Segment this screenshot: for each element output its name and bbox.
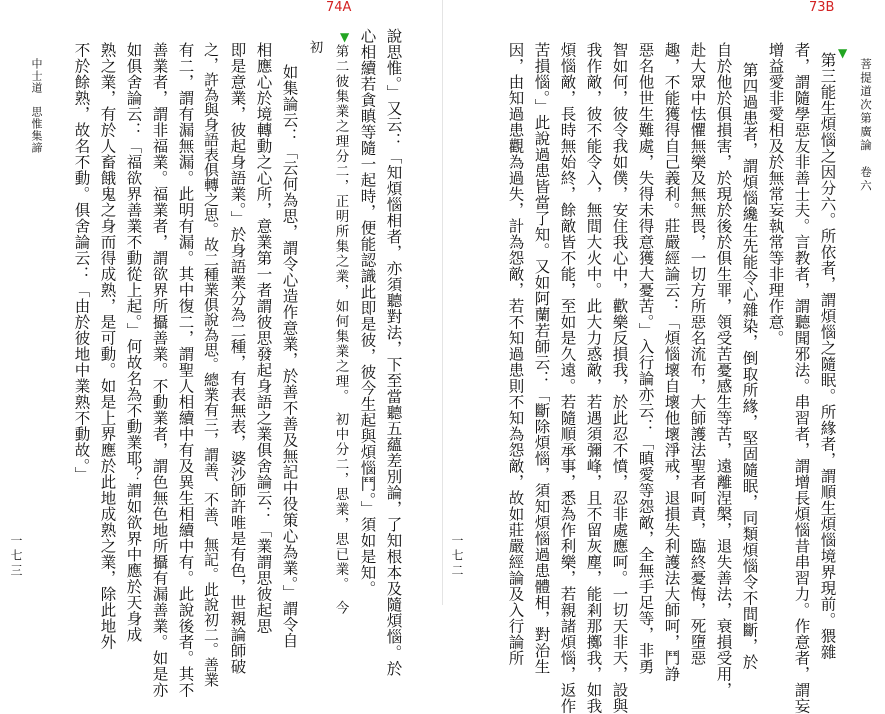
right-column-6: 赴大眾中怯懼無樂及無無畏，一切方所惡名流布，大師護法聖者呵責，臨終憂悔，死墮惡 [688,42,707,666]
left-column-6: 相應心於境轉動之心所，意業第一者謂彼思發起身語之業俱舍論云：「業謂思彼起思 [254,42,273,634]
page-label-right: 73B [809,0,835,15]
right-column-9: 智如何，彼令我如僕，安住我心中，歡樂反損我，於此忍不憤，忍非處應呵。一切天非天，設與 [610,42,629,714]
right-column-12: 苦損惱。」此說過患皆當了知。又如阿蘭若師云：「斷除煩惱，須知煩惱過患體相，對治生 [532,42,551,675]
right-column-13: 因，由知過患觀為過失，計為怨敵，若不知過患則不知為怨敵，故如莊嚴經論及入行論所 [506,42,525,666]
right-column-8: 惡名他世生難處，失得未得意獲大憂苦。」入行論亦云：「瞋愛等怨敵，全無手足等，非勇 [636,42,655,675]
right-page [443,0,885,714]
left-column-8: 之，許為與身語表俱轉之思。故二種業俱說為思。總業有三，謂善、不善、無記。此說初二。善業 [202,42,220,687]
page-number-left: 一七三 [9,534,23,579]
running-header: 菩提道次第廣論 卷六 [859,58,873,193]
left-column-1: 說思惟。」又云：「知煩惱相者，亦須聽對法，下至當聽五蘊差別論，了知根本及隨煩惱。於 [384,28,403,677]
left-section-heading: 第二彼集業之理分二，正明所集之業，如何集業之理。 初中分二，思業，思已業。 今 [332,44,349,616]
right-column-4: 第四過患者，謂煩惱纔生先能令心雜染，倒取所緣，堅固隨眠，同類煩惱令不間斷，於 [740,62,759,670]
right-column-2: 者，謂隨學惡友非善士夫。言教者，謂聽聞邪法。串習者，謂增長煩惱昔串習力。作意者，謂妄 [792,42,811,714]
left-page [0,0,443,698]
running-footer: 中士道 思惟集諦 [30,58,43,154]
left-column-5: 如集論云：「云何為思，謂令心造作意業，於善不善及無記中役策心為業。」謂令自 [280,64,299,649]
left-column-12: 熟之業，有於人畜餓鬼之身而得成熟，是可動。如是上界應於此地成熟之業，除此地外 [98,42,117,650]
left-column-13: 不於餘熟，故名不動。俱舍論云：「由於彼地中業熟不動故。」 [72,42,91,483]
right-column-5: 自於他於俱損害，於現於後於俱生罪，領受苦憂感生等苦，遠離涅槃，退失善法，衰損受用， [714,42,733,698]
left-column-10: 善業者，謂非福業。福業者，謂欲界所攝善業。不動業者，謂色無色地所攝有漏善業。如是亦 [150,42,169,698]
right-column-7: 趣，不能獲得自己義利。莊嚴經論云：「煩惱壞自壞他壞淨戒，退損失利護法大師呵，鬥諍 [662,42,681,682]
right-column-3: 增益愛非愛相及於無常妄執常等非理作意。 [766,42,785,346]
left-column-11: 如俱舍論云：「福欲界善業不動從上起。」何故名為不動業耶？謂如欲界中應於天身成 [124,42,143,643]
left-column-7: 即是意業，彼起身語業。」於身語業分為二種，有表無表，婆沙師許唯是有色，世親論師破 [228,42,247,675]
left-column-9: 有二，謂有漏無漏。此明有漏。其中復二，謂聖人相續中有及異生相續中有。此說後者。其不 [176,42,195,698]
left-column-2: 心相續若貪瞋等隨一起時，便能認識此即是彼，彼今生起與煩惱鬥。」須如是知。 [358,28,377,597]
green-marker-icon: ▼ [838,46,848,60]
page-label-left: 74A [326,0,352,15]
green-marker-icon: ▼ [340,30,350,44]
left-column-initial: 初 [306,40,323,55]
right-column-11: 煩惱敵，長時無始終，餘敵皆不能，至如是久遠。若隨順承事，悉為作利樂，若親諸煩惱，返作 [558,42,577,714]
page-number-right: 一七二 [450,534,464,579]
right-column-10: 我作敵，彼不能令入，無間大火中。此大力惑敵，若遇須彌峰，且不留灰塵，能剎那擲我，如我 [584,42,603,714]
right-column-1: 第三能生煩惱之因分六。所依者，謂煩惱之隨眠。所緣者，謂順生煩惱境界現前。猥雜 [818,52,837,660]
